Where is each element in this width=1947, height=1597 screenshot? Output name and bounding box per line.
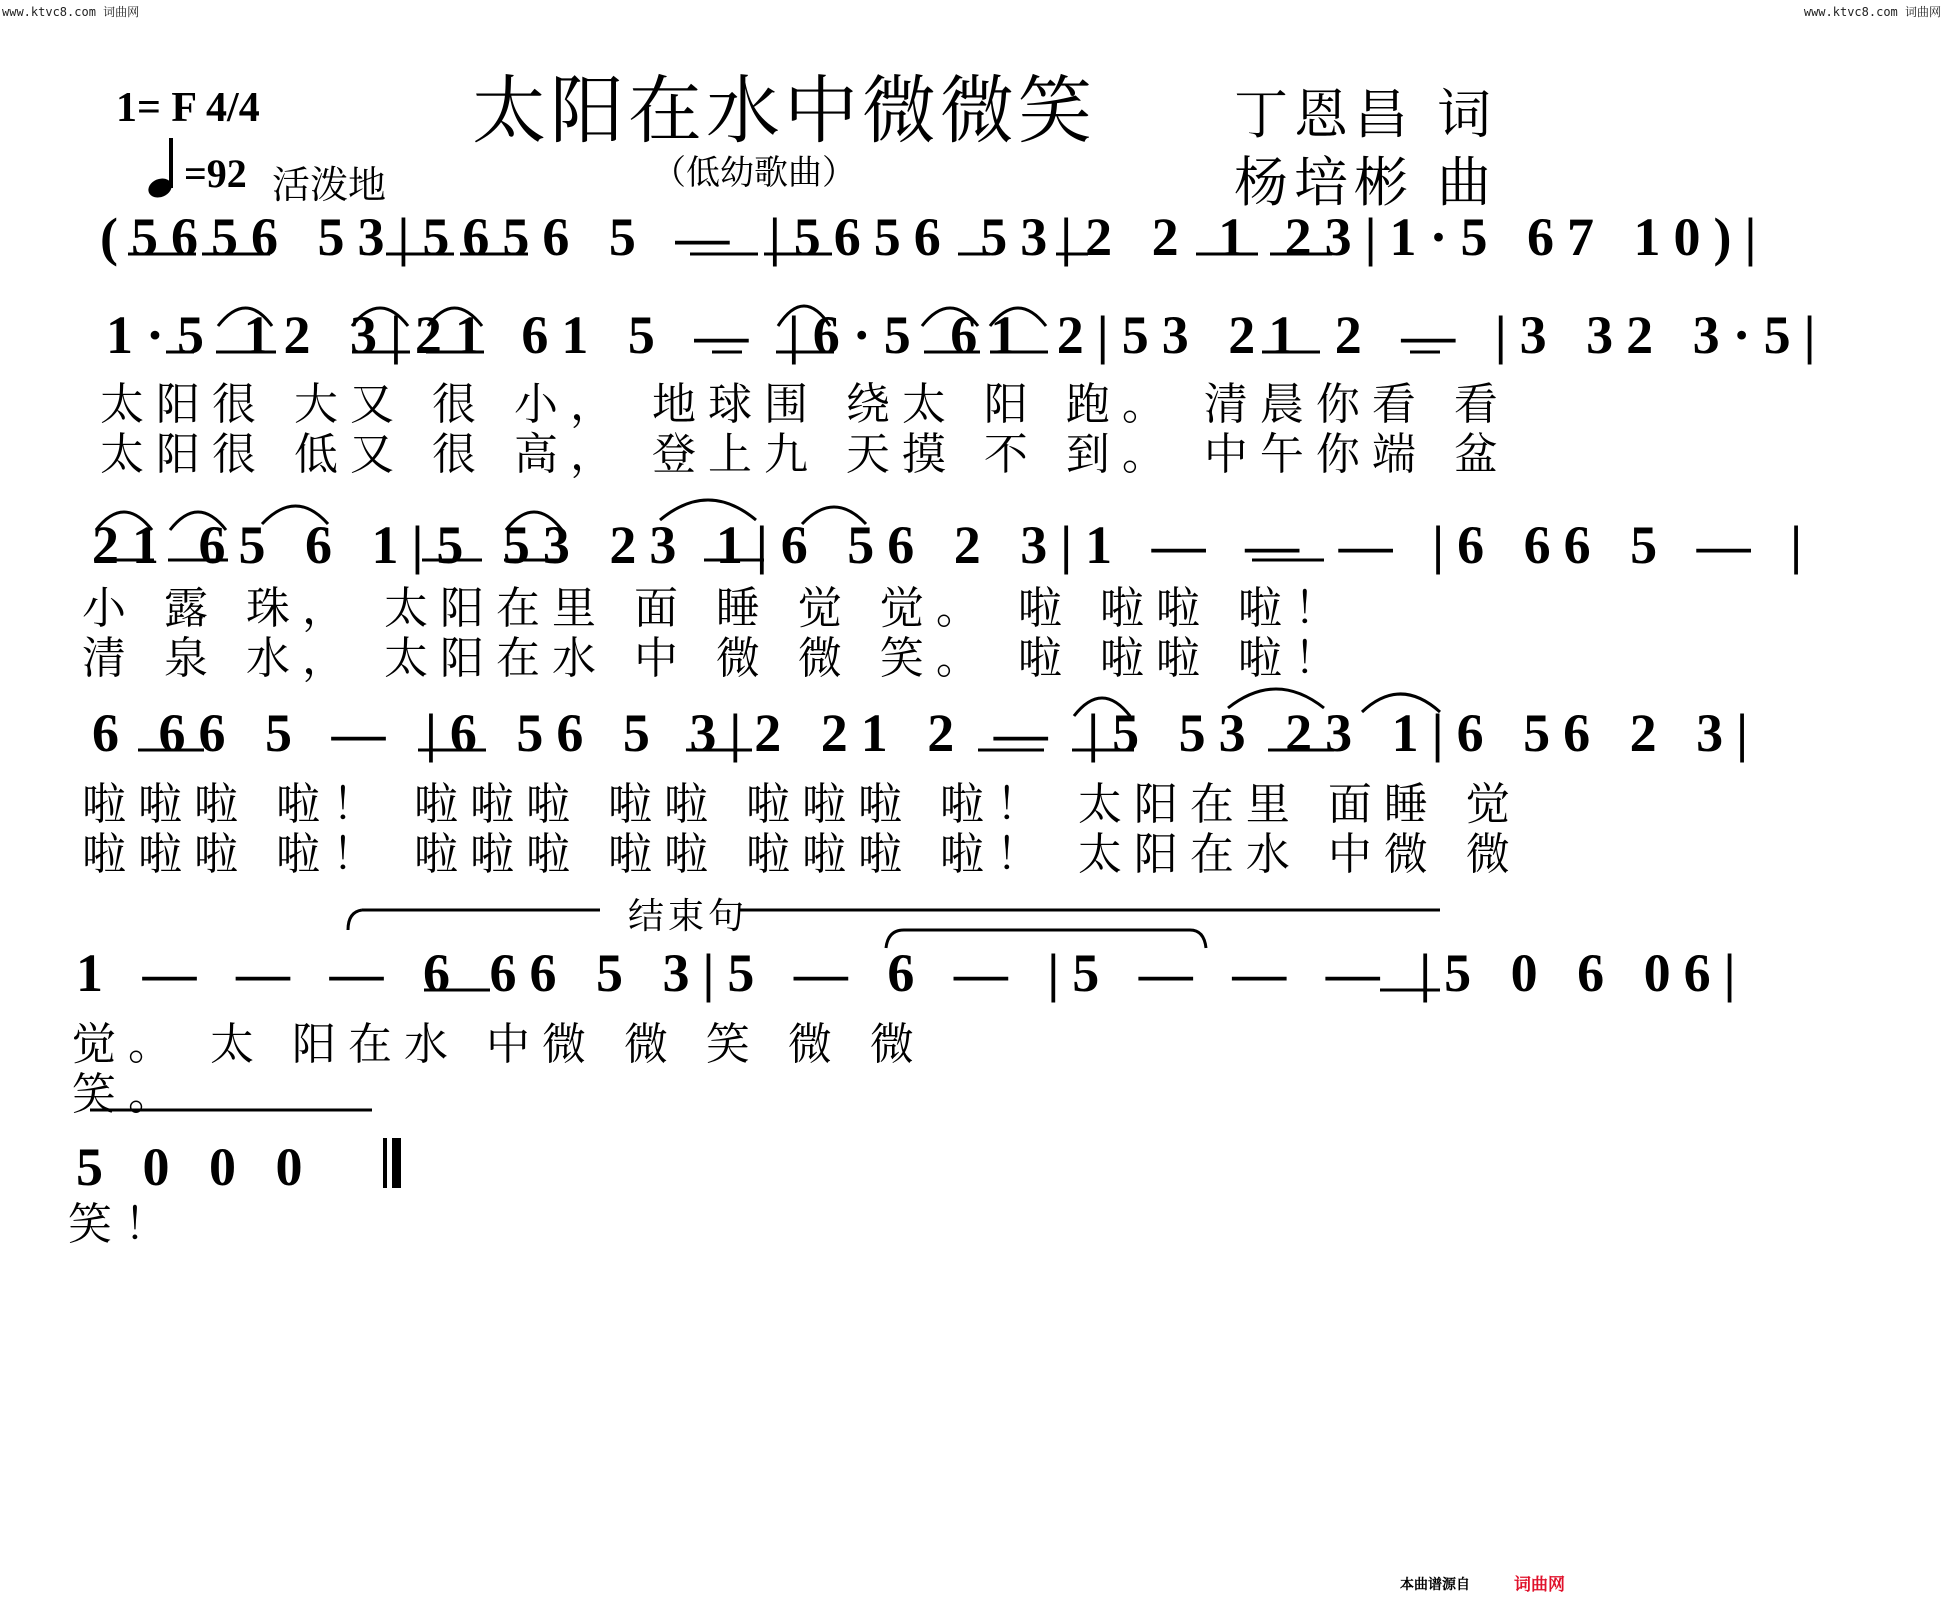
footer-source-text: 本曲谱源自 — [1400, 1577, 1470, 1593]
system-3-lyric-verse-1: 啦啦啦 啦！ 啦啦啦 啦啦 啦啦啦 啦！ 太阳在里 面睡 觉 — [82, 779, 1522, 830]
system-3-notation: 6 66 5 — |6 56 5 3|2 21 2 — |5 53 23 1|6 56 2 3| — [92, 703, 1761, 763]
system-4-lyric-line-1: 觉。 太 阳在水 中微 微 笑 微 微 — [72, 1019, 926, 1070]
system-1-notation: 1·5 12 3|21 61 5 — |6·5 61 2|53 21 2 — |3 32 3·5| — [106, 305, 1829, 365]
system-4-lyric-line-2: 笑。 — [72, 1069, 184, 1120]
system-1-lyric-verse-1: 太阳很 大又 很 小， 地球围 绕太 阳 跑。 清晨你看 看 — [100, 379, 1510, 430]
song-title: 太阳在水中微微笑 — [472, 68, 1096, 154]
system-2-notation: 21 65 6 1|5 53 23 1|6 56 2 3|1 — — — |6 66 5 — | — [92, 515, 1815, 575]
system-2-lyric-verse-2: 清 泉 水， 太阳在水 中 微 微 笑。 啦 啦啦 啦！ — [82, 633, 1350, 684]
key-signature: 1= F 4/4 — [116, 85, 260, 131]
intro-notation: (5656 53|5656 5 — |5656 53|2 2 1 23|1·5 67 10)| — [100, 207, 1770, 267]
system-5-notation: 5 0 0 0 — [76, 1137, 316, 1197]
system-3-lyric-verse-2: 啦啦啦 啦！ 啦啦啦 啦啦 啦啦啦 啦！ 太阳在水 中微 微 — [82, 829, 1522, 880]
watermark-left: www.ktvc8.com 词曲网 — [2, 5, 140, 19]
ending-section-label: 结束句 — [618, 888, 758, 939]
tempo-marking: 活泼地 — [272, 163, 387, 207]
song-subtitle: （低幼歌曲） — [652, 153, 856, 193]
composer-credit: 杨培彬 曲 — [1234, 151, 1498, 214]
system-4-notation: 1 — — — 6 66 5 3|5 — 6 — |5 — — — |5 0 6 06| — [76, 943, 1749, 1003]
lyricist-credit: 丁恩昌 词 — [1234, 83, 1498, 146]
system-1-lyric-verse-2: 太阳很 低又 很 高， 登上九 天摸 不 到。 中午你端 盆 — [100, 429, 1510, 480]
system-2-lyric-verse-1: 小 露 珠， 太阳在里 面 睡 觉 觉。 啦 啦啦 啦！ — [82, 583, 1350, 634]
watermark-right: www.ktvc8.com 词曲网 — [1803, 5, 1941, 19]
system-5-lyric: 笑！ — [68, 1199, 180, 1250]
final-barline — [383, 1138, 403, 1188]
tempo-value: =92 — [184, 151, 247, 196]
footer-brand-logo: 词曲网 — [1514, 1575, 1565, 1595]
